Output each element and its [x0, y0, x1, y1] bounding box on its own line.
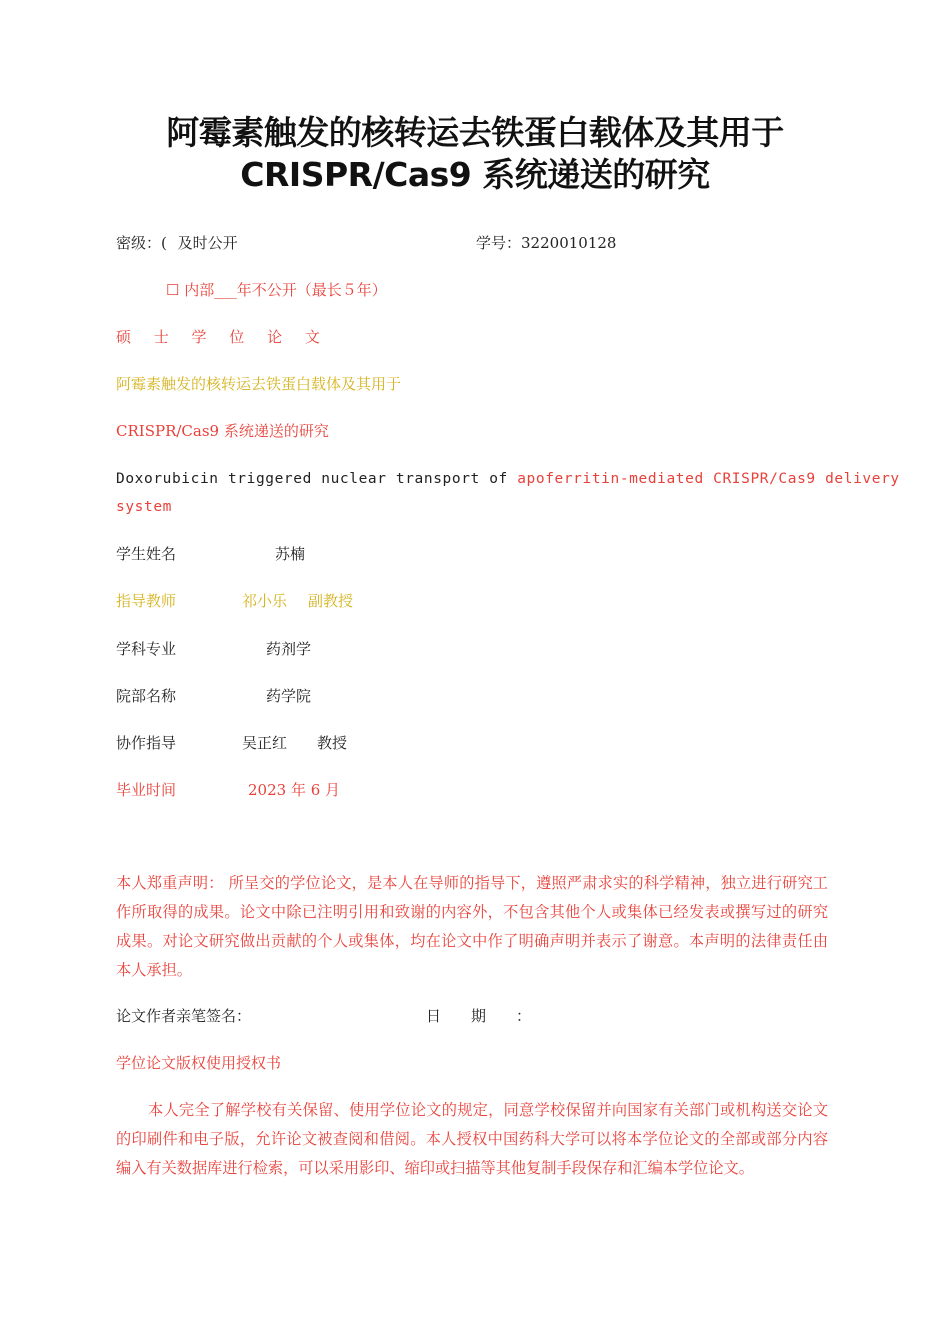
copyright-heading: 学位论文版权使用授权书 — [116, 1054, 282, 1072]
field-label: 指导教师 — [116, 592, 177, 610]
secrecy-internal-option: ☐ 内部___年不公开（最长５年） — [166, 281, 387, 299]
field-value: 吴正红 — [242, 734, 288, 752]
secrecy-label: 密级：( — [116, 234, 167, 252]
signature-label: 论文作者亲笔签名： — [116, 1007, 252, 1025]
field-label: 学科专业 — [116, 640, 177, 658]
en-title-line-1 — [116, 469, 900, 489]
student-id-value: 3220010128 — [521, 234, 617, 252]
field-value: 2023 年 6 月 — [248, 781, 341, 799]
signature-date-label: 日 期 ： — [426, 1007, 532, 1025]
cn-title-line-1: 阿霉素触发的核转运去铁蛋白载体及其用于 — [116, 375, 402, 393]
en-title-part-1: Doxorubicin triggered nuclear transport of — [116, 471, 508, 487]
field-graduation — [116, 780, 341, 800]
field-department — [116, 686, 312, 706]
copyright-paragraph: 本人完全了解学校有关保留、使用学位论文的规定，同意学校保留并向国家有关部门或机构送交论文的印刷件和电子版，允许论文被查阅和借阅。本人授权中国药科大学可以将本学位论文的全部或部分内容编入有关数据库进行检索，可以采用影印、缩印或扫描等其他复制手段保存和汇编本学位论文。 — [116, 1101, 828, 1177]
thesis-type: 硕 士 学 位 论 文 — [116, 328, 329, 346]
declaration-paragraph: 本人郑重声明： 所呈交的学位论文，是本人在导师的指导下，遵照严肃求实的科学精神，独立进行研究工作所取得的成果。论文中除已注明引用和致谢的内容外，不包含其他个人或集体已经发表或撰写过的研究成果。对论文研究做出贡献的个人或集体，均在论文中作了明确声明并表示了谢意。本声明的法律责任由本人承担。 — [116, 874, 828, 979]
en-title-line-2: system — [116, 499, 172, 515]
student-id-label: 学号： — [476, 234, 522, 252]
field-value: 苏楠 — [275, 545, 306, 563]
field-value: 祁小乐 — [242, 592, 288, 610]
signature-row — [116, 1006, 251, 1026]
field-advisor — [116, 591, 354, 611]
page-title — [0, 112, 950, 196]
field-label: 学生姓名 — [116, 545, 177, 563]
field-label: 毕业时间 — [116, 781, 177, 799]
field-student-name — [116, 544, 306, 564]
field-title: 教授 — [317, 734, 348, 752]
secrecy-row — [116, 233, 238, 253]
page-title-line-1: 阿霉素触发的核转运去铁蛋白载体及其用于 — [166, 113, 784, 152]
page-title-line-2: CRISPR/Cas9 系统递送的研究 — [240, 155, 710, 194]
field-value: 药剂学 — [266, 640, 312, 658]
field-title: 副教授 — [308, 592, 354, 610]
field-co-advisor — [116, 733, 348, 753]
en-title-part-2: apoferritin-mediated CRISPR/Cas9 delivery — [517, 471, 900, 487]
field-label: 协作指导 — [116, 734, 177, 752]
field-value: 药学院 — [266, 687, 312, 705]
field-major — [116, 639, 312, 659]
field-label: 院部名称 — [116, 687, 177, 705]
secrecy-value: 及时公开 — [177, 234, 238, 252]
cn-title-line-2: CRISPR/Cas9 系统递送的研究 — [116, 422, 329, 440]
student-id-row — [476, 233, 616, 253]
